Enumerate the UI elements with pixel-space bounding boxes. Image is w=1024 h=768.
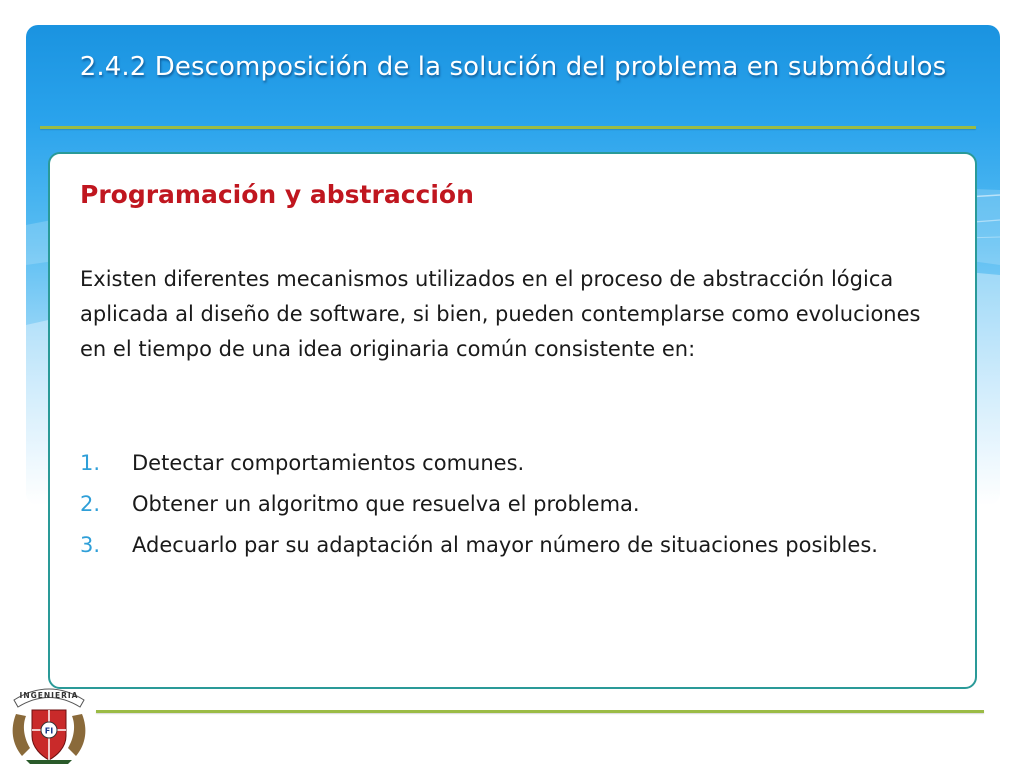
- list-item: [80, 528, 950, 563]
- list-item: [80, 446, 950, 481]
- list-item-number: 1.: [80, 451, 101, 475]
- numbered-list: [80, 446, 950, 569]
- list-item: [80, 487, 950, 522]
- content-frame: [48, 152, 977, 689]
- title-divider: [40, 126, 976, 129]
- slide-title: 2.4.2 Descomposición de la solución del problema en submódulos: [79, 52, 947, 82]
- list-item-text: Detectar comportamientos comunes.: [132, 451, 525, 475]
- body-paragraph: Existen diferentes mecanismos utilizados en el proceso de abstracción lógica aplicada al diseño de software, si bien, pueden contemplarse como evoluciones en el tiempo de una idea originaria común consistente en:: [80, 267, 921, 361]
- section-subtitle: Programación y abstracción: [80, 180, 474, 209]
- footer-divider: [96, 710, 984, 713]
- logo-seal-text: FI: [44, 726, 54, 736]
- logo-caption: INGENIERIA: [19, 691, 79, 700]
- list-item-number: 2.: [80, 492, 101, 516]
- list-item-text: Obtener un algoritmo que resuelva el problema.: [132, 492, 640, 516]
- list-item-number: 3.: [80, 533, 101, 557]
- faculty-of-engineering-crest-icon: [8, 674, 90, 766]
- list-item-text: Adecuarlo par su adaptación al mayor número de situaciones posibles.: [132, 533, 878, 557]
